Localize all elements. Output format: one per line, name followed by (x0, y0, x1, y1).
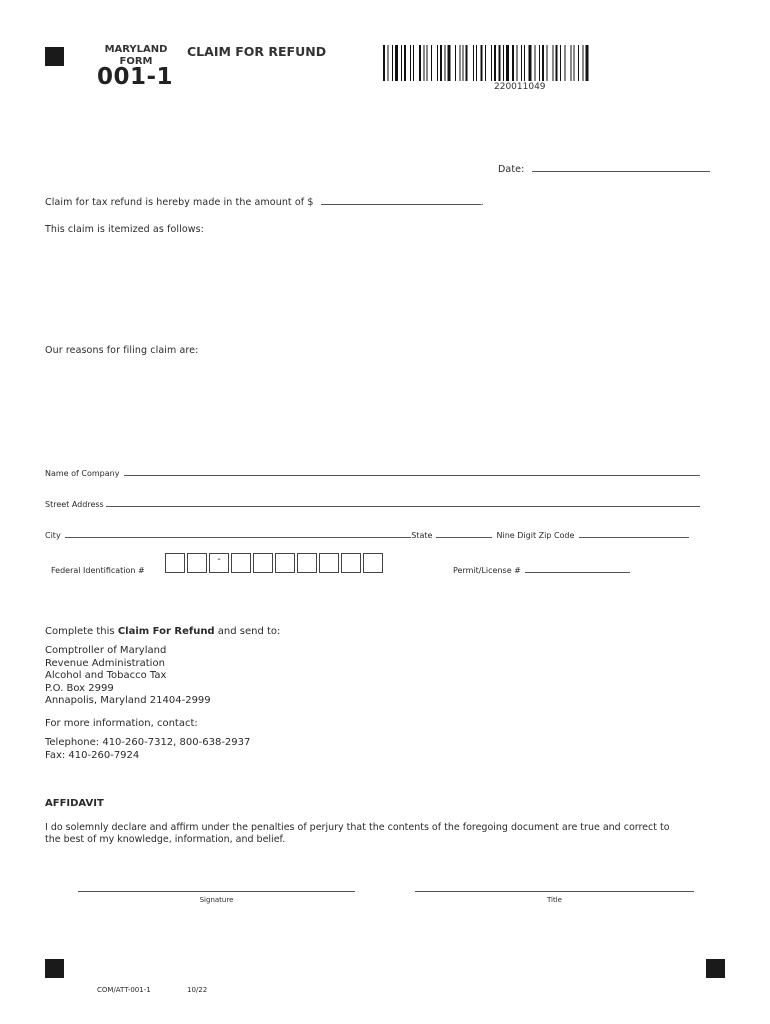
fein-label: Federal Identification # (51, 566, 145, 575)
barcode-bar (437, 45, 438, 81)
city-label: City (45, 531, 61, 540)
barcode-bar (431, 45, 432, 81)
barcode-bar (404, 45, 406, 81)
claim-amount-field (45, 197, 484, 208)
state-name: MARYLAND (104, 44, 168, 55)
barcode-bar (413, 45, 414, 81)
fein-digit-box[interactable] (297, 553, 317, 573)
barcode-bar (463, 45, 464, 81)
barcode-bar (512, 45, 514, 81)
state-line[interactable] (436, 537, 492, 538)
barcode-bar (445, 45, 446, 81)
barcode-bar (491, 45, 492, 81)
claim-text: Claim for tax refund is hereby made in the amount of $ (45, 197, 314, 208)
address-line: Alcohol and Tobacco Tax (45, 670, 167, 681)
form-title: CLAIM FOR REFUND (187, 44, 327, 59)
barcode-bar (401, 45, 402, 81)
company-line[interactable] (124, 475, 700, 476)
barcode-bar (473, 45, 474, 81)
fein-digit-box[interactable] (165, 553, 185, 573)
claim-amount-line[interactable] (321, 204, 481, 205)
barcode-bar (466, 45, 468, 81)
itemized-label: This claim is itemized as follows: (45, 224, 204, 235)
barcode-bar (503, 45, 504, 81)
signature-label: Signature (199, 896, 234, 904)
affidavit-line-2: the best of my knowledge, information, and belief. (45, 834, 286, 845)
barcode-bar (410, 45, 411, 81)
barcode-bar (583, 45, 584, 81)
address-line: Revenue Administration (45, 657, 165, 669)
barcode-bar (395, 45, 398, 81)
barcode-bar (460, 45, 461, 81)
form-word: FORM (119, 56, 153, 67)
barcode-bar (476, 45, 477, 81)
title-line[interactable] (415, 891, 694, 892)
fein-digit-box[interactable] (341, 553, 361, 573)
barcode-bar (535, 45, 536, 81)
barcode-bar (553, 45, 554, 81)
more-info-label: For more information, contact: (45, 718, 198, 729)
barcode-bar (517, 45, 518, 81)
city-state-zip-row (45, 531, 689, 540)
barcode-bar (521, 45, 522, 81)
barcode-bar (556, 45, 558, 81)
barcode-bar (574, 45, 575, 81)
address-line: P.O. Box 2999 (45, 682, 114, 694)
claim-period: . (480, 197, 484, 208)
complete-suffix: and send to: (214, 626, 281, 637)
address-line: Comptroller of Maryland (45, 645, 167, 656)
affidavit-heading: AFFIDAVIT (45, 798, 104, 809)
telephone: Telephone: 410-260-7312, 800-638-2937 (45, 737, 251, 748)
mailing-address (45, 645, 211, 708)
barcode-bar (586, 45, 589, 81)
barcode-bar (506, 45, 509, 81)
affidavit-text (45, 822, 670, 846)
barcode-bar (383, 45, 385, 81)
fein-dash: - (217, 554, 221, 565)
city-line[interactable] (65, 537, 411, 538)
zip-label: Nine Digit Zip Code (496, 531, 575, 540)
affidavit-line-1: I do solemnly declare and affirm under the penalties of perjury that the contents of the foregoing document are true and correct to (45, 822, 670, 833)
fein-digit-box[interactable] (187, 553, 207, 573)
barcode-bar (542, 45, 544, 81)
date-line[interactable] (532, 171, 710, 172)
barcode-bar (539, 45, 540, 81)
signature-line[interactable] (78, 891, 355, 892)
fein-digit-box[interactable] (253, 553, 273, 573)
barcode-bar (424, 45, 425, 81)
barcode-bar (524, 45, 525, 81)
fein-digit-box[interactable] (319, 553, 339, 573)
barcode-bar (571, 45, 572, 81)
barcode-bar (440, 45, 442, 81)
street-line[interactable] (106, 506, 700, 507)
date-label: Date: (498, 164, 525, 175)
barcode-bar (547, 45, 548, 81)
footer-form-code: COM/ATT-001-1 (97, 986, 151, 994)
barcode-bar (560, 45, 561, 81)
fein-digit-box[interactable] (231, 553, 251, 573)
barcode-bar (481, 45, 483, 81)
fein-digit-box[interactable] (275, 553, 295, 573)
barcode-number: 220011049 (494, 82, 546, 92)
barcode-bar (578, 45, 579, 81)
barcode-bar (427, 45, 428, 81)
barcode-bar (485, 45, 486, 81)
barcode-bar (419, 45, 421, 81)
permit-line[interactable] (525, 572, 630, 573)
complete-bold: Claim For Refund (117, 626, 215, 637)
address-line: Annapolis, Maryland 21404-2999 (45, 695, 211, 706)
fein-dash-box (209, 553, 229, 573)
barcode-bar (448, 45, 451, 81)
barcode-bar (565, 45, 566, 81)
permit-field (453, 566, 630, 575)
fein-digit-box[interactable] (363, 553, 383, 573)
registration-mark-top-left (45, 47, 64, 66)
barcode-bar (529, 45, 532, 81)
company-label: Name of Company (45, 469, 120, 478)
barcode-image (383, 45, 658, 81)
zip-line[interactable] (579, 537, 689, 538)
permit-label: Permit/License # (453, 566, 521, 575)
barcode-bar (455, 45, 456, 81)
registration-mark-bottom-right (706, 959, 725, 978)
barcode-bar (499, 45, 501, 81)
form-number: 001-1 (97, 64, 174, 90)
company-field (45, 469, 700, 478)
barcode-bar (494, 45, 496, 81)
complete-instruction (45, 626, 280, 637)
fein-boxes (165, 553, 385, 573)
reasons-label: Our reasons for filing claim are: (45, 345, 199, 356)
barcode-bar (388, 45, 389, 81)
street-label: Street Address (45, 500, 104, 509)
title-label: Title (546, 896, 562, 904)
footer-revision: 10/22 (187, 986, 208, 994)
barcode-bar (392, 45, 393, 81)
contact-info (45, 737, 250, 762)
registration-mark-bottom-left (45, 959, 64, 978)
state-label: State (411, 531, 433, 540)
complete-prefix: Complete this (45, 626, 118, 637)
street-field (45, 500, 700, 509)
date-field[interactable] (498, 164, 710, 175)
fax: Fax: 410-260-7924 (45, 749, 140, 761)
